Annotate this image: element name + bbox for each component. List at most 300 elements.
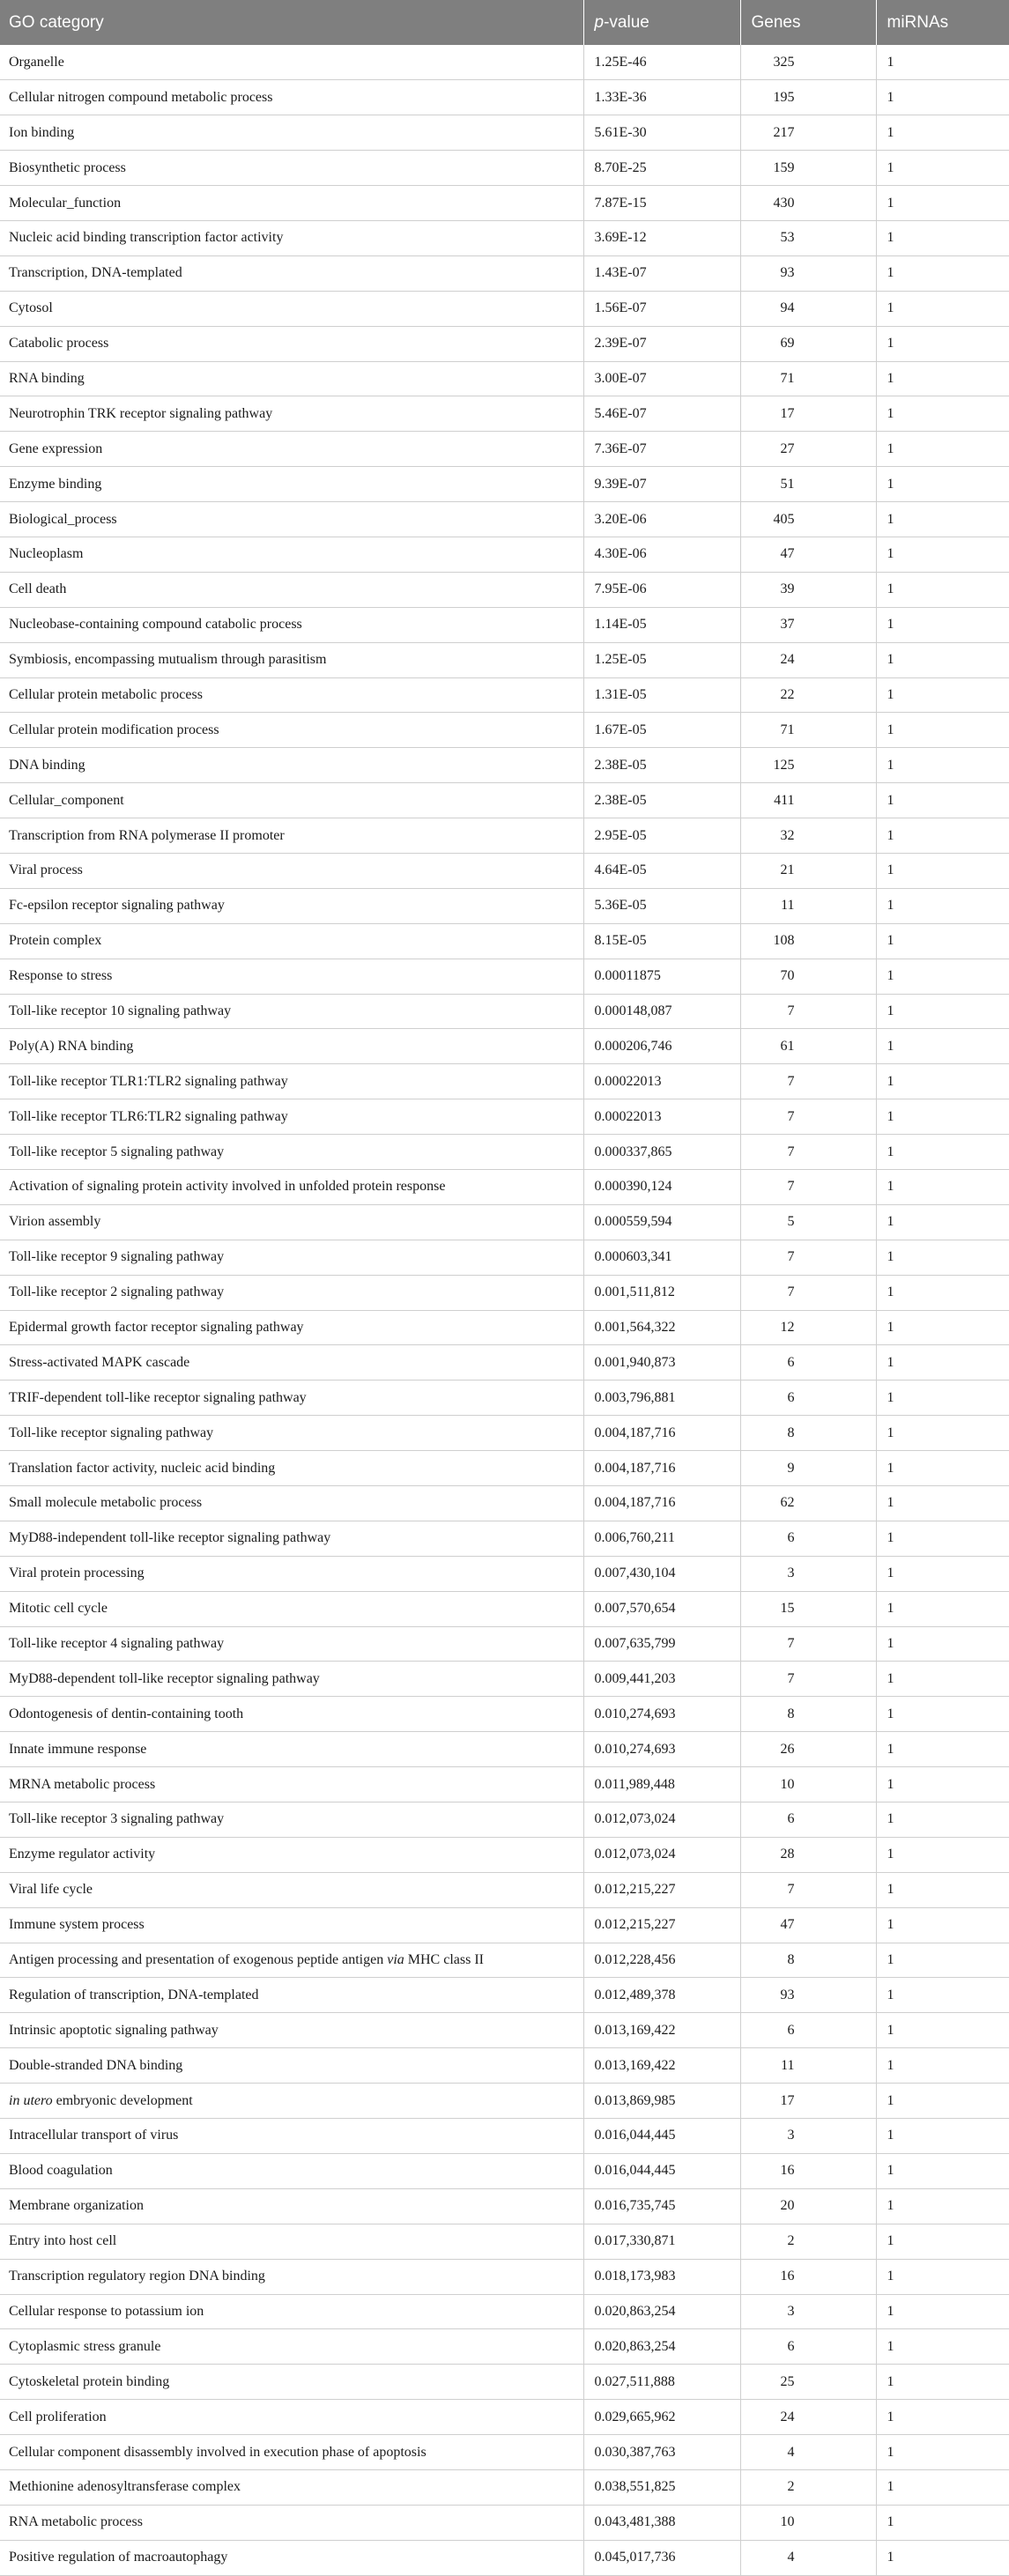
cell-p-value: 0.013,169,422 bbox=[583, 2048, 740, 2084]
cell-p-value: 2.38E-05 bbox=[583, 748, 740, 783]
cell-go-category: Innate immune response bbox=[0, 1732, 583, 1767]
cell-go-category: MyD88-dependent toll-like receptor signaling pathway bbox=[0, 1662, 583, 1697]
cell-p-value: 1.14E-05 bbox=[583, 607, 740, 642]
cell-go-category: Transcription, DNA-templated bbox=[0, 255, 583, 291]
cell-genes bbox=[740, 2400, 876, 2435]
cell-go-category: Intrinsic apoptotic signaling pathway bbox=[0, 2013, 583, 2048]
cell-go-category: RNA binding bbox=[0, 361, 583, 396]
cell-go-category: Cellular protein modification process bbox=[0, 713, 583, 748]
cell-genes bbox=[740, 853, 876, 888]
genes-value: 7 bbox=[787, 1144, 795, 1159]
cell-go-category: Cellular response to potassium ion bbox=[0, 2294, 583, 2329]
cell-genes bbox=[740, 1907, 876, 1943]
cell-go-category: Ion binding bbox=[0, 115, 583, 151]
table-row bbox=[0, 326, 1009, 361]
cell-mirnas: 1 bbox=[876, 888, 1009, 923]
cell-mirnas: 1 bbox=[876, 1697, 1009, 1732]
cell-mirnas: 1 bbox=[876, 1626, 1009, 1662]
cell-go-category: MyD88-independent toll-like receptor signaling pathway bbox=[0, 1521, 583, 1556]
cell-go-category: Cytoskeletal protein binding bbox=[0, 2365, 583, 2400]
cell-mirnas: 1 bbox=[876, 1345, 1009, 1381]
cell-p-value: 0.012,073,024 bbox=[583, 1837, 740, 1872]
cell-p-value: 0.003,796,881 bbox=[583, 1381, 740, 1416]
category-text: Antigen processing and presentation of exogenous peptide antigen bbox=[9, 1952, 388, 1968]
cell-mirnas: 1 bbox=[876, 396, 1009, 432]
cell-go-category: Toll-like receptor 5 signaling pathway bbox=[0, 1135, 583, 1170]
cell-mirnas: 1 bbox=[876, 2224, 1009, 2259]
genes-value: 10 bbox=[780, 1776, 795, 1792]
genes-value: 7 bbox=[787, 1108, 795, 1124]
cell-mirnas: 1 bbox=[876, 115, 1009, 151]
cell-genes bbox=[740, 1381, 876, 1416]
table-row bbox=[0, 642, 1009, 677]
cell-p-value: 0.004,187,716 bbox=[583, 1486, 740, 1521]
table-row bbox=[0, 151, 1009, 186]
cell-genes bbox=[740, 1662, 876, 1697]
genes-value: 53 bbox=[780, 230, 795, 246]
genes-value: 15 bbox=[780, 1601, 795, 1617]
cell-mirnas: 1 bbox=[876, 1416, 1009, 1451]
table-row bbox=[0, 2048, 1009, 2084]
cell-p-value: 0.001,564,322 bbox=[583, 1310, 740, 1345]
genes-value: 217 bbox=[773, 124, 795, 140]
cell-p-value: 8.70E-25 bbox=[583, 151, 740, 186]
cell-mirnas: 1 bbox=[876, 220, 1009, 255]
table-row bbox=[0, 2224, 1009, 2259]
table-row bbox=[0, 1837, 1009, 1872]
cell-p-value: 0.006,760,211 bbox=[583, 1521, 740, 1556]
table-row bbox=[0, 361, 1009, 396]
table-row bbox=[0, 1626, 1009, 1662]
cell-genes bbox=[740, 1978, 876, 2013]
header-genes: Genes bbox=[740, 0, 876, 45]
cell-mirnas: 1 bbox=[876, 2048, 1009, 2084]
table-row bbox=[0, 1416, 1009, 1451]
cell-p-value: 0.043,481,388 bbox=[583, 2505, 740, 2540]
category-text: MHC class II bbox=[404, 1952, 484, 1968]
cell-genes bbox=[740, 2224, 876, 2259]
cell-mirnas: 1 bbox=[876, 2188, 1009, 2224]
cell-genes bbox=[740, 607, 876, 642]
cell-go-category: Response to stress bbox=[0, 959, 583, 994]
cell-p-value: 1.31E-05 bbox=[583, 677, 740, 713]
cell-mirnas: 1 bbox=[876, 2469, 1009, 2505]
cell-mirnas: 1 bbox=[876, 502, 1009, 537]
cell-p-value: 0.012,489,378 bbox=[583, 1978, 740, 2013]
cell-genes bbox=[740, 1943, 876, 1978]
cell-mirnas: 1 bbox=[876, 1978, 1009, 2013]
genes-value: 28 bbox=[780, 1847, 795, 1862]
cell-mirnas: 1 bbox=[876, 1275, 1009, 1310]
cell-genes bbox=[740, 361, 876, 396]
table-row bbox=[0, 502, 1009, 537]
cell-genes bbox=[740, 1626, 876, 1662]
genes-value: 22 bbox=[780, 686, 795, 702]
table-row bbox=[0, 1978, 1009, 2013]
table-row bbox=[0, 1943, 1009, 1978]
cell-mirnas: 1 bbox=[876, 537, 1009, 572]
table-row bbox=[0, 1486, 1009, 1521]
genes-value: 24 bbox=[780, 2409, 795, 2424]
table-row bbox=[0, 2119, 1009, 2154]
cell-go-category bbox=[0, 1943, 583, 1978]
cell-genes bbox=[740, 291, 876, 326]
cell-mirnas: 1 bbox=[876, 607, 1009, 642]
table-row bbox=[0, 1170, 1009, 1205]
cell-mirnas: 1 bbox=[876, 713, 1009, 748]
cell-p-value: 0.012,073,024 bbox=[583, 1802, 740, 1838]
cell-p-value: 0.000603,341 bbox=[583, 1240, 740, 1275]
cell-genes bbox=[740, 1275, 876, 1310]
cell-mirnas: 1 bbox=[876, 1837, 1009, 1872]
table-row bbox=[0, 677, 1009, 713]
cell-p-value: 3.69E-12 bbox=[583, 220, 740, 255]
table-row bbox=[0, 713, 1009, 748]
table-row bbox=[0, 1275, 1009, 1310]
cell-p-value: 0.045,017,736 bbox=[583, 2540, 740, 2575]
cell-go-category: Toll-like receptor TLR6:TLR2 signaling pathway bbox=[0, 1099, 583, 1135]
cell-mirnas: 1 bbox=[876, 2400, 1009, 2435]
cell-genes bbox=[740, 1732, 876, 1767]
genes-value: 10 bbox=[780, 2514, 795, 2530]
cell-go-category: Organelle bbox=[0, 45, 583, 80]
genes-value: 430 bbox=[773, 195, 795, 211]
table-row bbox=[0, 2084, 1009, 2119]
cell-p-value: 0.000390,124 bbox=[583, 1170, 740, 1205]
cell-mirnas: 1 bbox=[876, 1907, 1009, 1943]
cell-p-value: 1.25E-46 bbox=[583, 45, 740, 80]
genes-value: 5 bbox=[787, 1214, 795, 1230]
cell-genes bbox=[740, 2188, 876, 2224]
cell-mirnas: 1 bbox=[876, 45, 1009, 80]
genes-value: 16 bbox=[780, 2163, 795, 2179]
table-row bbox=[0, 2188, 1009, 2224]
genes-value: 20 bbox=[780, 2198, 795, 2214]
cell-genes bbox=[740, 2259, 876, 2294]
cell-p-value: 7.36E-07 bbox=[583, 432, 740, 467]
cell-genes bbox=[740, 2540, 876, 2575]
table-row bbox=[0, 2294, 1009, 2329]
cell-go-category: Immune system process bbox=[0, 1907, 583, 1943]
cell-go-category: Biological_process bbox=[0, 502, 583, 537]
genes-value: 7 bbox=[787, 1882, 795, 1898]
genes-value: 93 bbox=[780, 1987, 795, 2002]
cell-genes bbox=[740, 432, 876, 467]
cell-go-category: DNA binding bbox=[0, 748, 583, 783]
cell-go-category: Toll-like receptor 10 signaling pathway bbox=[0, 994, 583, 1029]
cell-genes bbox=[740, 572, 876, 607]
cell-genes bbox=[740, 326, 876, 361]
cell-genes bbox=[740, 923, 876, 959]
cell-go-category bbox=[0, 2084, 583, 2119]
genes-value: 7 bbox=[787, 1636, 795, 1652]
cell-mirnas: 1 bbox=[876, 2540, 1009, 2575]
cell-p-value: 7.87E-15 bbox=[583, 186, 740, 221]
cell-genes bbox=[740, 1591, 876, 1626]
cell-p-value: 2.95E-05 bbox=[583, 818, 740, 854]
table-row bbox=[0, 80, 1009, 115]
cell-go-category: Neurotrophin TRK receptor signaling pathway bbox=[0, 396, 583, 432]
genes-value: 94 bbox=[780, 300, 795, 316]
cell-p-value: 0.000559,594 bbox=[583, 1204, 740, 1240]
table-row bbox=[0, 783, 1009, 818]
cell-go-category: Toll-like receptor 4 signaling pathway bbox=[0, 1626, 583, 1662]
cell-go-category: Cellular protein metabolic process bbox=[0, 677, 583, 713]
cell-genes bbox=[740, 1345, 876, 1381]
cell-p-value: 2.39E-07 bbox=[583, 326, 740, 361]
cell-mirnas: 1 bbox=[876, 923, 1009, 959]
table-row bbox=[0, 186, 1009, 221]
cell-genes bbox=[740, 2435, 876, 2470]
cell-mirnas: 1 bbox=[876, 572, 1009, 607]
cell-genes bbox=[740, 2084, 876, 2119]
cell-genes bbox=[740, 1099, 876, 1135]
genes-value: 71 bbox=[780, 722, 795, 737]
table-row bbox=[0, 255, 1009, 291]
cell-p-value: 0.038,551,825 bbox=[583, 2469, 740, 2505]
cell-mirnas: 1 bbox=[876, 1310, 1009, 1345]
cell-genes bbox=[740, 1802, 876, 1838]
cell-genes bbox=[740, 1556, 876, 1591]
cell-mirnas: 1 bbox=[876, 959, 1009, 994]
genes-value: 26 bbox=[780, 1741, 795, 1757]
cell-genes bbox=[740, 1872, 876, 1907]
cell-p-value: 3.00E-07 bbox=[583, 361, 740, 396]
cell-p-value: 8.15E-05 bbox=[583, 923, 740, 959]
genes-value: 4 bbox=[787, 2550, 795, 2565]
cell-mirnas: 1 bbox=[876, 1591, 1009, 1626]
cell-mirnas: 1 bbox=[876, 1486, 1009, 1521]
cell-mirnas: 1 bbox=[876, 2259, 1009, 2294]
genes-value: 7 bbox=[787, 1003, 795, 1018]
cell-p-value: 0.000337,865 bbox=[583, 1135, 740, 1170]
cell-mirnas: 1 bbox=[876, 1556, 1009, 1591]
cell-p-value: 0.016,044,445 bbox=[583, 2153, 740, 2188]
genes-value: 2 bbox=[787, 2233, 795, 2249]
table-row bbox=[0, 1802, 1009, 1838]
cell-p-value: 3.20E-06 bbox=[583, 502, 740, 537]
table-row bbox=[0, 2435, 1009, 2470]
cell-genes bbox=[740, 783, 876, 818]
cell-go-category: Viral protein processing bbox=[0, 1556, 583, 1591]
cell-mirnas: 1 bbox=[876, 361, 1009, 396]
cell-mirnas: 1 bbox=[876, 1135, 1009, 1170]
cell-go-category: Odontogenesis of dentin-containing tooth bbox=[0, 1697, 583, 1732]
cell-genes bbox=[740, 151, 876, 186]
cell-mirnas: 1 bbox=[876, 1029, 1009, 1064]
cell-genes bbox=[740, 1170, 876, 1205]
cell-p-value: 0.013,869,985 bbox=[583, 2084, 740, 2119]
table-row bbox=[0, 2365, 1009, 2400]
cell-p-value: 0.012,215,227 bbox=[583, 1872, 740, 1907]
genes-value: 8 bbox=[787, 1952, 795, 1968]
table-row bbox=[0, 1381, 1009, 1416]
category-italic-text: in utero bbox=[9, 2092, 53, 2108]
table-row bbox=[0, 2013, 1009, 2048]
cell-mirnas: 1 bbox=[876, 2365, 1009, 2400]
table-row bbox=[0, 1099, 1009, 1135]
table-body bbox=[0, 45, 1009, 2575]
cell-p-value: 0.001,511,812 bbox=[583, 1275, 740, 1310]
cell-p-value: 0.030,387,763 bbox=[583, 2435, 740, 2470]
cell-go-category: Cell proliferation bbox=[0, 2400, 583, 2435]
cell-p-value: 1.25E-05 bbox=[583, 642, 740, 677]
cell-mirnas: 1 bbox=[876, 1240, 1009, 1275]
cell-mirnas: 1 bbox=[876, 818, 1009, 854]
cell-mirnas: 1 bbox=[876, 432, 1009, 467]
cell-genes bbox=[740, 115, 876, 151]
genes-value: 8 bbox=[787, 1706, 795, 1721]
cell-mirnas: 1 bbox=[876, 186, 1009, 221]
table-row bbox=[0, 2400, 1009, 2435]
table-row bbox=[0, 888, 1009, 923]
genes-value: 62 bbox=[780, 1495, 795, 1511]
cell-mirnas: 1 bbox=[876, 1662, 1009, 1697]
cell-genes bbox=[740, 1310, 876, 1345]
cell-p-value: 5.46E-07 bbox=[583, 396, 740, 432]
cell-genes bbox=[740, 467, 876, 502]
cell-mirnas: 1 bbox=[876, 255, 1009, 291]
cell-genes bbox=[740, 748, 876, 783]
table-row bbox=[0, 1064, 1009, 1099]
genes-value: 6 bbox=[787, 1811, 795, 1827]
table-row bbox=[0, 2259, 1009, 2294]
cell-genes bbox=[740, 1767, 876, 1802]
table-row bbox=[0, 2505, 1009, 2540]
cell-genes bbox=[740, 1697, 876, 1732]
cell-mirnas: 1 bbox=[876, 1732, 1009, 1767]
genes-value: 7 bbox=[787, 1179, 795, 1195]
table-row bbox=[0, 853, 1009, 888]
cell-genes bbox=[740, 1064, 876, 1099]
cell-mirnas: 1 bbox=[876, 467, 1009, 502]
genes-value: 21 bbox=[780, 862, 795, 878]
genes-value: 4 bbox=[787, 2444, 795, 2460]
cell-p-value: 1.67E-05 bbox=[583, 713, 740, 748]
cell-go-category: Fc-epsilon receptor signaling pathway bbox=[0, 888, 583, 923]
genes-value: 6 bbox=[787, 2338, 795, 2354]
genes-value: 71 bbox=[780, 370, 795, 386]
cell-p-value: 0.00011875 bbox=[583, 959, 740, 994]
header-mirnas: miRNAs bbox=[876, 0, 1009, 45]
cell-mirnas: 1 bbox=[876, 748, 1009, 783]
cell-mirnas: 1 bbox=[876, 1872, 1009, 1907]
cell-go-category: Transcription from RNA polymerase II promoter bbox=[0, 818, 583, 854]
cell-go-category: Positive regulation of macroautophagy bbox=[0, 2540, 583, 2575]
genes-value: 125 bbox=[773, 757, 795, 773]
table-row bbox=[0, 1240, 1009, 1275]
header-go-category: GO category bbox=[0, 0, 583, 45]
cell-genes bbox=[740, 994, 876, 1029]
genes-value: 7 bbox=[787, 1284, 795, 1300]
cell-mirnas: 1 bbox=[876, 1943, 1009, 1978]
cell-genes bbox=[740, 186, 876, 221]
cell-go-category: Cytoplasmic stress granule bbox=[0, 2329, 583, 2365]
cell-mirnas: 1 bbox=[876, 1802, 1009, 1838]
cell-p-value: 0.012,228,456 bbox=[583, 1943, 740, 1978]
cell-p-value: 0.007,635,799 bbox=[583, 1626, 740, 1662]
table-row bbox=[0, 291, 1009, 326]
cell-genes bbox=[740, 45, 876, 80]
genes-value: 159 bbox=[773, 159, 795, 175]
cell-go-category: Toll-like receptor TLR1:TLR2 signaling pathway bbox=[0, 1064, 583, 1099]
cell-mirnas: 1 bbox=[876, 151, 1009, 186]
cell-go-category: Nucleic acid binding transcription factor activity bbox=[0, 220, 583, 255]
genes-value: 61 bbox=[780, 1038, 795, 1054]
cell-genes bbox=[740, 2365, 876, 2400]
genes-value: 27 bbox=[780, 440, 795, 456]
cell-go-category: Mitotic cell cycle bbox=[0, 1591, 583, 1626]
cell-mirnas: 1 bbox=[876, 291, 1009, 326]
cell-go-category: Viral life cycle bbox=[0, 1872, 583, 1907]
cell-mirnas: 1 bbox=[876, 1451, 1009, 1486]
cell-genes bbox=[740, 255, 876, 291]
cell-go-category: Molecular_function bbox=[0, 186, 583, 221]
cell-go-category: Activation of signaling protein activity involved in unfolded protein response bbox=[0, 1170, 583, 1205]
cell-mirnas: 1 bbox=[876, 853, 1009, 888]
cell-go-category: Nucleoplasm bbox=[0, 537, 583, 572]
cell-genes bbox=[740, 713, 876, 748]
cell-go-category: Biosynthetic process bbox=[0, 151, 583, 186]
cell-mirnas: 1 bbox=[876, 2119, 1009, 2154]
cell-mirnas: 1 bbox=[876, 1099, 1009, 1135]
cell-genes bbox=[740, 1521, 876, 1556]
table-row bbox=[0, 818, 1009, 854]
cell-mirnas: 1 bbox=[876, 2294, 1009, 2329]
cell-mirnas: 1 bbox=[876, 642, 1009, 677]
genes-value: 69 bbox=[780, 336, 795, 352]
cell-genes bbox=[740, 2469, 876, 2505]
cell-go-category: Entry into host cell bbox=[0, 2224, 583, 2259]
cell-genes bbox=[740, 2505, 876, 2540]
genes-value: 11 bbox=[781, 2057, 795, 2073]
header-p-value-rest: -value bbox=[604, 12, 649, 32]
table-row bbox=[0, 2540, 1009, 2575]
cell-go-category: Toll-like receptor 2 signaling pathway bbox=[0, 1275, 583, 1310]
genes-value: 405 bbox=[773, 511, 795, 527]
cell-genes bbox=[740, 1837, 876, 1872]
table-row bbox=[0, 1907, 1009, 1943]
cell-go-category: Cytosol bbox=[0, 291, 583, 326]
cell-go-category: Toll-like receptor 9 signaling pathway bbox=[0, 1240, 583, 1275]
table-row bbox=[0, 1451, 1009, 1486]
table-row bbox=[0, 1697, 1009, 1732]
cell-go-category: Poly(A) RNA binding bbox=[0, 1029, 583, 1064]
genes-value: 3 bbox=[787, 2303, 795, 2319]
cell-go-category: Small molecule metabolic process bbox=[0, 1486, 583, 1521]
cell-p-value: 0.020,863,254 bbox=[583, 2329, 740, 2365]
cell-go-category: Cellular_component bbox=[0, 783, 583, 818]
genes-value: 25 bbox=[780, 2373, 795, 2389]
cell-go-category: Epidermal growth factor receptor signaling pathway bbox=[0, 1310, 583, 1345]
genes-value: 7 bbox=[787, 1073, 795, 1089]
cell-genes bbox=[740, 80, 876, 115]
genes-value: 39 bbox=[780, 581, 795, 597]
table-row bbox=[0, 959, 1009, 994]
genes-value: 93 bbox=[780, 265, 795, 281]
genes-value: 8 bbox=[787, 1425, 795, 1440]
cell-go-category: Stress-activated MAPK cascade bbox=[0, 1345, 583, 1381]
cell-genes bbox=[740, 396, 876, 432]
cell-genes bbox=[740, 1486, 876, 1521]
cell-p-value: 0.029,665,962 bbox=[583, 2400, 740, 2435]
genes-value: 3 bbox=[787, 2128, 795, 2143]
cell-p-value: 2.38E-05 bbox=[583, 783, 740, 818]
genes-value: 7 bbox=[787, 1670, 795, 1686]
cell-p-value: 1.56E-07 bbox=[583, 291, 740, 326]
cell-go-category: Regulation of transcription, DNA-templated bbox=[0, 1978, 583, 2013]
cell-genes bbox=[740, 502, 876, 537]
